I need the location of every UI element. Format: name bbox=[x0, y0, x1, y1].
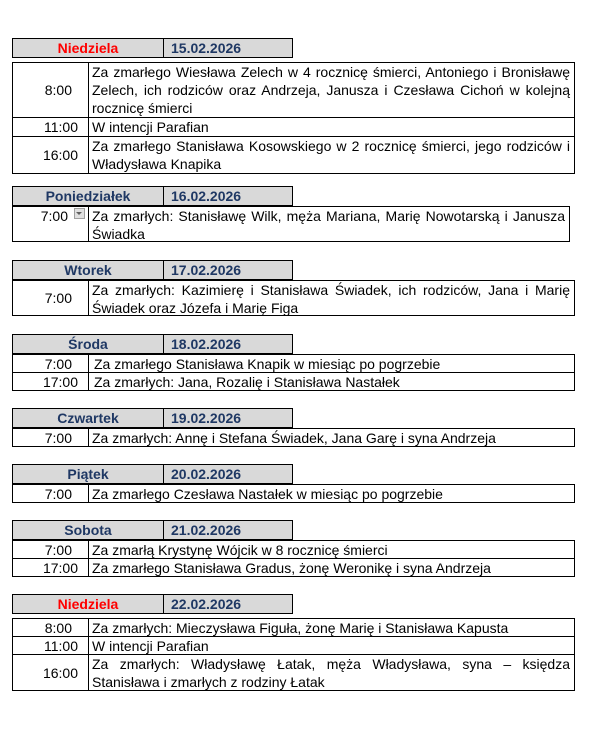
mass-intention: Za zmarłych: Mieczysława Figuła, żonę Marię i Stanisława Kapusta bbox=[92, 620, 509, 636]
day-name: Niedziela bbox=[12, 594, 164, 614]
day-section-tuesday bbox=[12, 260, 575, 316]
mass-row bbox=[13, 636, 574, 654]
day-name: Wtorek bbox=[12, 260, 164, 280]
mass-intention: W intencji Parafian bbox=[92, 119, 209, 135]
mass-intention: Za zmarłego Wiesława Zelech w 4 rocznicę śmierci, Antoniego i Bronisławę Zelech, ich rodziców oraz Andrzeja, Janusza i Czesława Cichoń w kolejną rocznicę śmierci bbox=[92, 64, 570, 116]
mass-row bbox=[13, 281, 574, 315]
mass-time: 7:00 bbox=[13, 281, 89, 315]
day-section-friday bbox=[12, 464, 575, 503]
mass-time: 16:00 bbox=[13, 655, 89, 690]
mass-row bbox=[13, 619, 574, 636]
day-date: 21.02.2026 bbox=[164, 520, 293, 540]
mass-intention: Za zmarłego Czesława Nastałek w miesiąc po pogrzebie bbox=[92, 486, 443, 502]
mass-intention: Za zmarłych: Stanisławę Wilk, męża Mariana, Marię Nowotarską i Janusza Świadka bbox=[92, 208, 565, 242]
day-header bbox=[12, 464, 575, 484]
day-date: 16.02.2026 bbox=[164, 186, 293, 206]
mass-row bbox=[13, 63, 574, 117]
day-header bbox=[12, 186, 570, 206]
day-date: 18.02.2026 bbox=[164, 334, 293, 354]
mass-row bbox=[13, 429, 574, 446]
mass-row bbox=[13, 117, 574, 136]
mass-time: 7:00 bbox=[13, 429, 89, 446]
day-section-thursday bbox=[12, 408, 575, 447]
day-header bbox=[12, 260, 575, 280]
day-header bbox=[12, 38, 575, 58]
mass-row bbox=[13, 372, 574, 390]
mass-time: 17:00 bbox=[13, 559, 89, 576]
mass-time: 8:00 bbox=[13, 63, 89, 117]
day-name: Środa bbox=[12, 334, 164, 354]
mass-time bbox=[13, 207, 89, 241]
day-section-sunday-15 bbox=[12, 38, 575, 174]
mass-row bbox=[13, 654, 574, 690]
mass-time: 7:00 bbox=[13, 485, 89, 502]
mass-list bbox=[12, 62, 575, 174]
mass-time: 11:00 bbox=[13, 118, 89, 136]
mass-list bbox=[12, 540, 575, 577]
mass-list bbox=[12, 428, 575, 447]
mass-intention: Za zmarłych: Jana, Rozalię i Stanisława Nastałek bbox=[94, 374, 400, 390]
mass-time: 8:00 bbox=[13, 619, 89, 636]
mass-intention: Za zmarłego Stanisława Kosowskiego w 2 rocznicę śmierci, jego rodziców i Władysława Knapika bbox=[92, 138, 570, 172]
day-header bbox=[12, 594, 575, 614]
day-date: 17.02.2026 bbox=[164, 260, 293, 280]
mass-list bbox=[12, 354, 575, 391]
mass-time: 16:00 bbox=[13, 137, 89, 173]
mass-time: 7:00 bbox=[13, 355, 89, 372]
day-name: Sobota bbox=[12, 520, 164, 540]
mass-time-label: 7:00 bbox=[40, 208, 68, 224]
day-header bbox=[12, 408, 575, 428]
day-date: 20.02.2026 bbox=[164, 464, 293, 484]
day-date: 22.02.2026 bbox=[164, 594, 293, 614]
day-name: Czwartek bbox=[12, 408, 164, 428]
mass-row bbox=[13, 136, 574, 173]
day-date: 19.02.2026 bbox=[164, 408, 293, 428]
mass-time: 11:00 bbox=[13, 637, 89, 654]
day-date: 15.02.2026 bbox=[164, 38, 293, 58]
mass-row bbox=[13, 207, 569, 241]
day-name: Niedziela bbox=[12, 38, 164, 58]
mass-row bbox=[13, 558, 574, 576]
day-header bbox=[12, 520, 575, 540]
dropdown-icon[interactable] bbox=[74, 208, 85, 219]
day-name: Piątek bbox=[12, 464, 164, 484]
mass-list bbox=[12, 484, 575, 503]
day-header bbox=[12, 334, 575, 354]
day-section-saturday bbox=[12, 520, 575, 577]
mass-intention: Za zmarłych: Kazimierę i Stanisława Świadek, ich rodziców, Jana i Marię Świadek oraz Józefa i Marię Figa bbox=[92, 282, 570, 316]
mass-list bbox=[12, 206, 570, 242]
mass-intention: Za zmarłych: Annę i Stefana Świadek, Jana Garę i syna Andrzeja bbox=[92, 430, 496, 446]
mass-intention: Za zmarłych: Władysławę Łatak, męża Władysława, syna – księdza Stanisława i zmarłych z rodziny Łatak bbox=[92, 656, 570, 690]
mass-time: 7:00 bbox=[13, 541, 89, 558]
mass-list bbox=[12, 618, 575, 691]
day-section-wednesday bbox=[12, 334, 575, 391]
mass-intention: W intencji Parafian bbox=[92, 638, 209, 654]
day-section-sunday-22 bbox=[12, 594, 575, 691]
mass-intention: Za zmarłą Krystynę Wójcik w 8 rocznicę śmierci bbox=[92, 542, 388, 558]
mass-row bbox=[13, 485, 574, 502]
mass-time: 17:00 bbox=[13, 373, 89, 390]
day-section-monday bbox=[12, 186, 570, 242]
mass-intention: Za zmarłego Stanisława Gradus, żonę Weronikę i syna Andrzeja bbox=[92, 560, 491, 576]
day-name: Poniedziałek bbox=[12, 186, 164, 206]
mass-intention: Za zmarłego Stanisława Knapik w miesiąc po pogrzebie bbox=[94, 356, 441, 372]
mass-list bbox=[12, 280, 575, 316]
mass-row bbox=[13, 541, 574, 558]
mass-row bbox=[13, 355, 574, 372]
